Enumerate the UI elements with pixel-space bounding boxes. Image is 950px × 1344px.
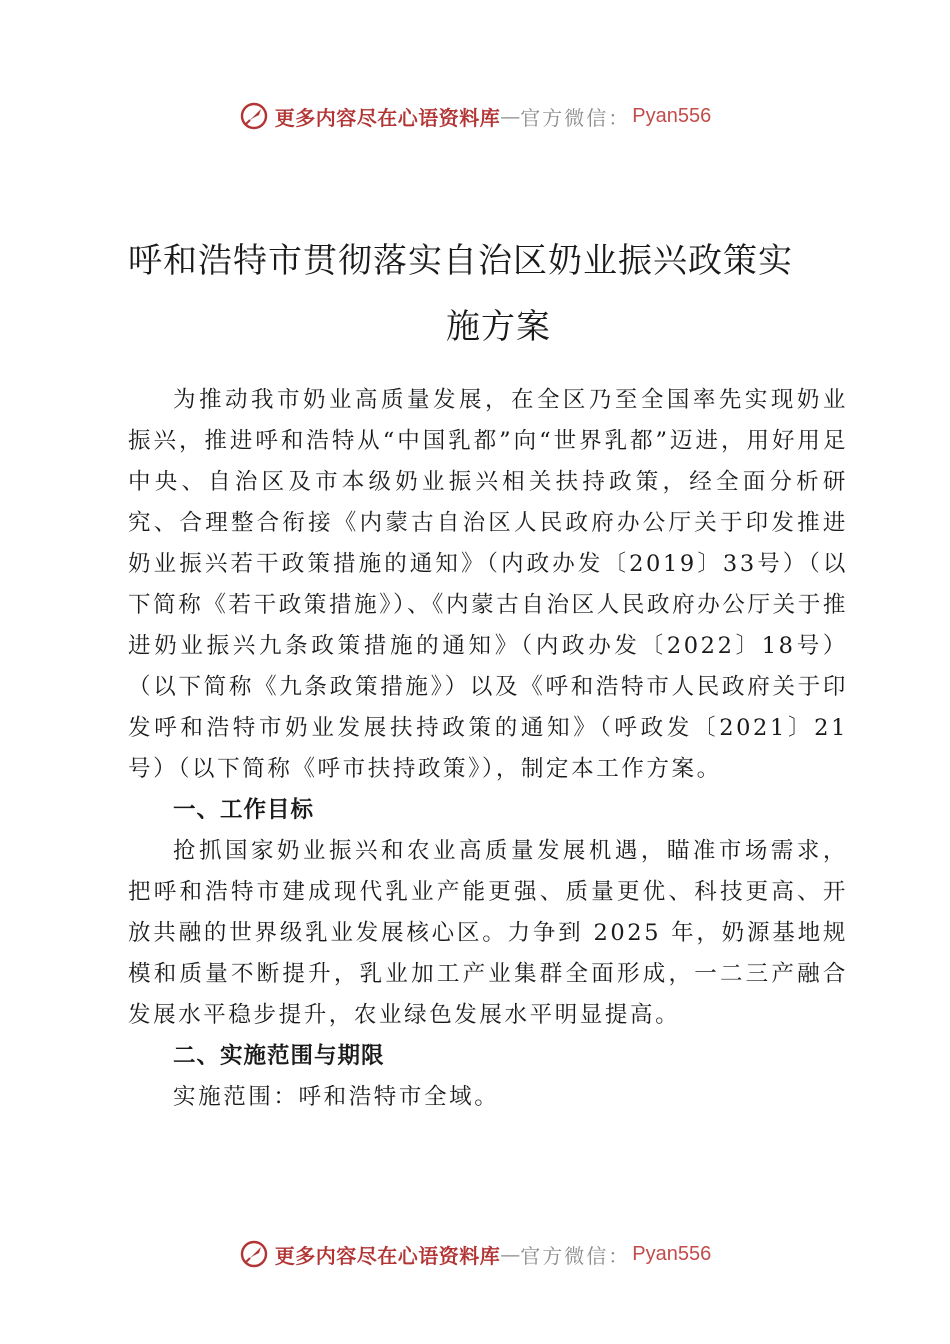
- section-heading-scope: 二、实施范围与期限: [173, 1043, 385, 1069]
- title-line-2: 施方案: [446, 307, 551, 347]
- watermark-contact-label: 官方微信：: [520, 1243, 631, 1268]
- watermark-contact-label: 官方微信：: [520, 105, 631, 130]
- goals-paragraph: 抢抓国家奶业振兴和农业高质量发展机遇，瞄准市场需求，把呼和浩特市建成现代乳业产能更强、质量更优、科技更高、开放共融的世界级乳业发展核心区。力争到 2025 年，奶源基地规模和质量不断提升，乳业加工产业集群全面形成，一二三产融合发展水平稳步提升，农业绿色发展水平明显提高。: [128, 838, 848, 1028]
- header-watermark: [0, 96, 950, 136]
- footer-watermark: [0, 1234, 950, 1274]
- watermark-contact-id: Pyan556: [632, 1242, 712, 1265]
- intro-paragraph: 为推动我市奶业高质量发展，在全区乃至全国率先实现奶业振兴，推进呼和浩特从“中国乳都”向“世界乳都”迈进，用好用足中央、自治区及市本级奶业振兴相关扶持政策，经全面分析研究、合理整合衔接《内蒙古自治区人民政府办公厅关于印发推进奶业振兴若干政策措施的通知》（内政办发〔2019〕33号）（以下简称《若干政策措施》）、《内蒙古自治区人民政府办公厅关于推进奶业振兴九条政策措施的通知》（内政办发〔2022〕18号）（以下简称《九条政策措施》）以及《呼和浩特市人民政府关于印发呼和浩特市奶业发展扶持政策的通知》（呼政发〔2021〕21号）（以下简称《呼市扶持政策》），制定本工作方案。: [128, 387, 848, 782]
- quill-seal-icon: [239, 101, 269, 131]
- watermark-contact-id: Pyan556: [632, 104, 712, 127]
- watermark-brand: 更多内容尽在心语资料库: [274, 105, 501, 130]
- watermark-separator: —: [500, 1242, 521, 1266]
- watermark-brand: 更多内容尽在心语资料库: [274, 1243, 501, 1268]
- section-heading-goals: 一、工作目标: [173, 797, 315, 823]
- scope-paragraph: 实施范围：呼和浩特市全域。: [173, 1084, 500, 1110]
- quill-seal-icon: [239, 1239, 269, 1269]
- document-title: [128, 228, 828, 360]
- watermark-separator: —: [500, 104, 521, 128]
- document-body: [128, 380, 848, 1118]
- title-line-1: 呼和浩特市贯彻落实自治区奶业振兴政策实: [128, 241, 793, 281]
